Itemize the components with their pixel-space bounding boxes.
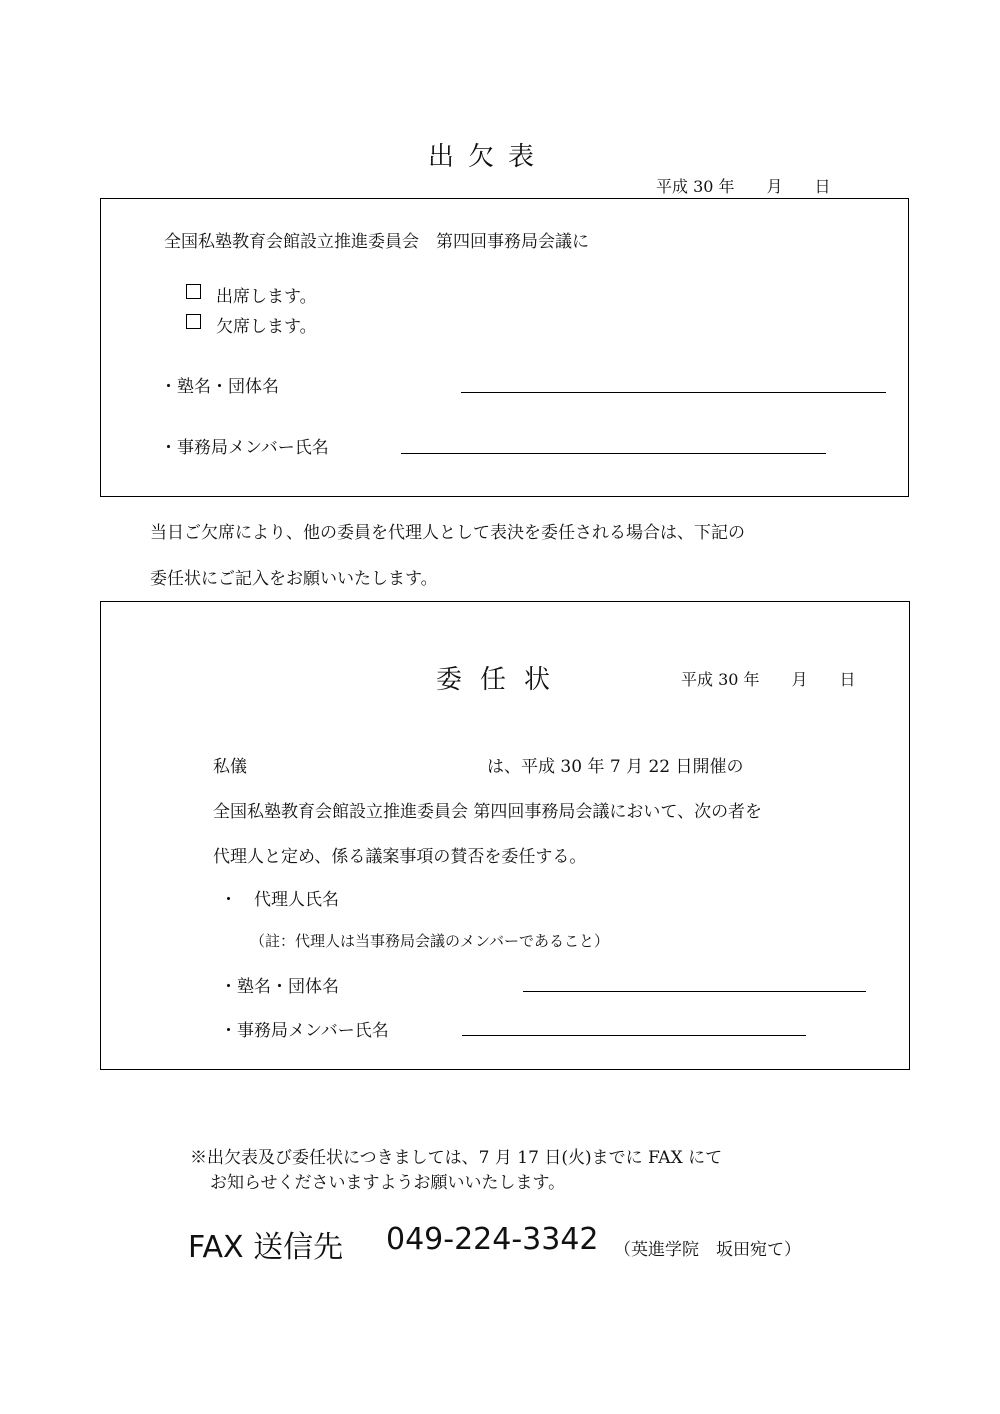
agent-note: （註：代理人は当事務局会議のメンバーであること） [250, 932, 609, 950]
instruction-line2: 委任状にご記入をお願いいたします。 [150, 569, 438, 589]
instruction-line1: 当日ご欠席により、他の委員を代理人として表決を委任される場合は、下記の [150, 523, 745, 543]
proxy-date: 平成 30 年 月 日 [681, 670, 856, 689]
absent-label: 欠席します。 [216, 317, 317, 337]
fax-number: 049-224-3342 [386, 1222, 599, 1257]
school-name-input-line[interactable] [461, 392, 886, 393]
school-name-label: ・塾名・団体名 [160, 377, 279, 397]
absent-checkbox[interactable] [186, 314, 201, 329]
proxy-school-name-input-line[interactable] [523, 991, 866, 992]
deadline-note-line1: ※出欠表及び委任状につきましては、7 月 17 日(火)までに FAX にて [190, 1148, 723, 1168]
attendance-title: 出欠表 [428, 142, 549, 172]
member-name-label: ・事務局メンバー氏名 [160, 438, 329, 458]
proxy-body-line2: 全国私塾教育会館設立推進委員会 第四回事務局会議において、次の者を [213, 802, 763, 822]
proxy-body-line3: 代理人と定め、係る議案事項の賛否を委任する。 [213, 847, 587, 867]
fax-label: FAX 送信先 [188, 1230, 344, 1265]
proxy-member-name-label: ・事務局メンバー氏名 [220, 1021, 389, 1041]
proxy-school-name-label: ・塾名・団体名 [220, 977, 339, 997]
proxy-member-name-input-line[interactable] [462, 1035, 806, 1036]
attendance-date: 平成 30 年 月 日 [656, 177, 831, 196]
attend-checkbox[interactable] [186, 284, 201, 299]
proxy-body-date: は、平成 30 年 7 月 22 日開催の [487, 757, 744, 777]
proxy-title: 委任状 [436, 665, 569, 695]
agent-name-label: ・ 代理人氏名 [220, 890, 339, 910]
attend-label: 出席します。 [216, 287, 317, 307]
proxy-body-watashi: 私儀 [213, 757, 247, 777]
deadline-note-line2: お知らせくださいますようお願いいたします。 [210, 1173, 566, 1193]
attendance-meeting: 全国私塾教育会館設立推進委員会 第四回事務局会議に [164, 232, 589, 252]
member-name-input-line[interactable] [401, 453, 826, 454]
fax-recipient: （英進学院 坂田宛て） [614, 1240, 801, 1260]
